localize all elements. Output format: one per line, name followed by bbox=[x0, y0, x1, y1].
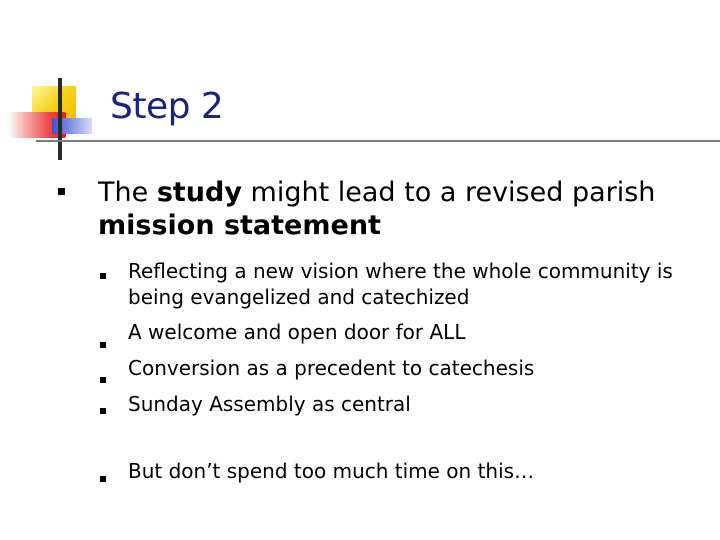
decor-vertical-line bbox=[58, 78, 62, 160]
sub-bullet-text: A welcome and open door for ALL bbox=[128, 320, 466, 344]
bold-run-mission-statement: mission statement bbox=[98, 210, 381, 241]
decor-horizontal-line bbox=[36, 140, 720, 142]
main-bullet-text bbox=[98, 176, 678, 242]
text-run: The bbox=[98, 177, 157, 208]
bullet-marker bbox=[100, 408, 106, 414]
bullet-marker bbox=[100, 377, 106, 383]
bullet-marker bbox=[100, 273, 106, 279]
bullet-marker bbox=[58, 188, 65, 195]
bullet-marker bbox=[100, 342, 106, 348]
sub-bullet-text: Sunday Assembly as central bbox=[128, 392, 411, 416]
sub-bullet-text: Reflecting a new vision where the whole community is being evangelized and catechized bbox=[128, 259, 673, 309]
slide-title: Step 2 bbox=[110, 86, 224, 127]
bold-run-study: study bbox=[156, 177, 242, 208]
bullet-marker bbox=[100, 476, 106, 482]
sub-bullet-text: Conversion as a precedent to catechesis bbox=[128, 356, 535, 380]
sub-bullet-text: But don’t spend too much time on this… bbox=[128, 459, 535, 483]
text-run: might lead to a revised parish bbox=[241, 177, 656, 208]
